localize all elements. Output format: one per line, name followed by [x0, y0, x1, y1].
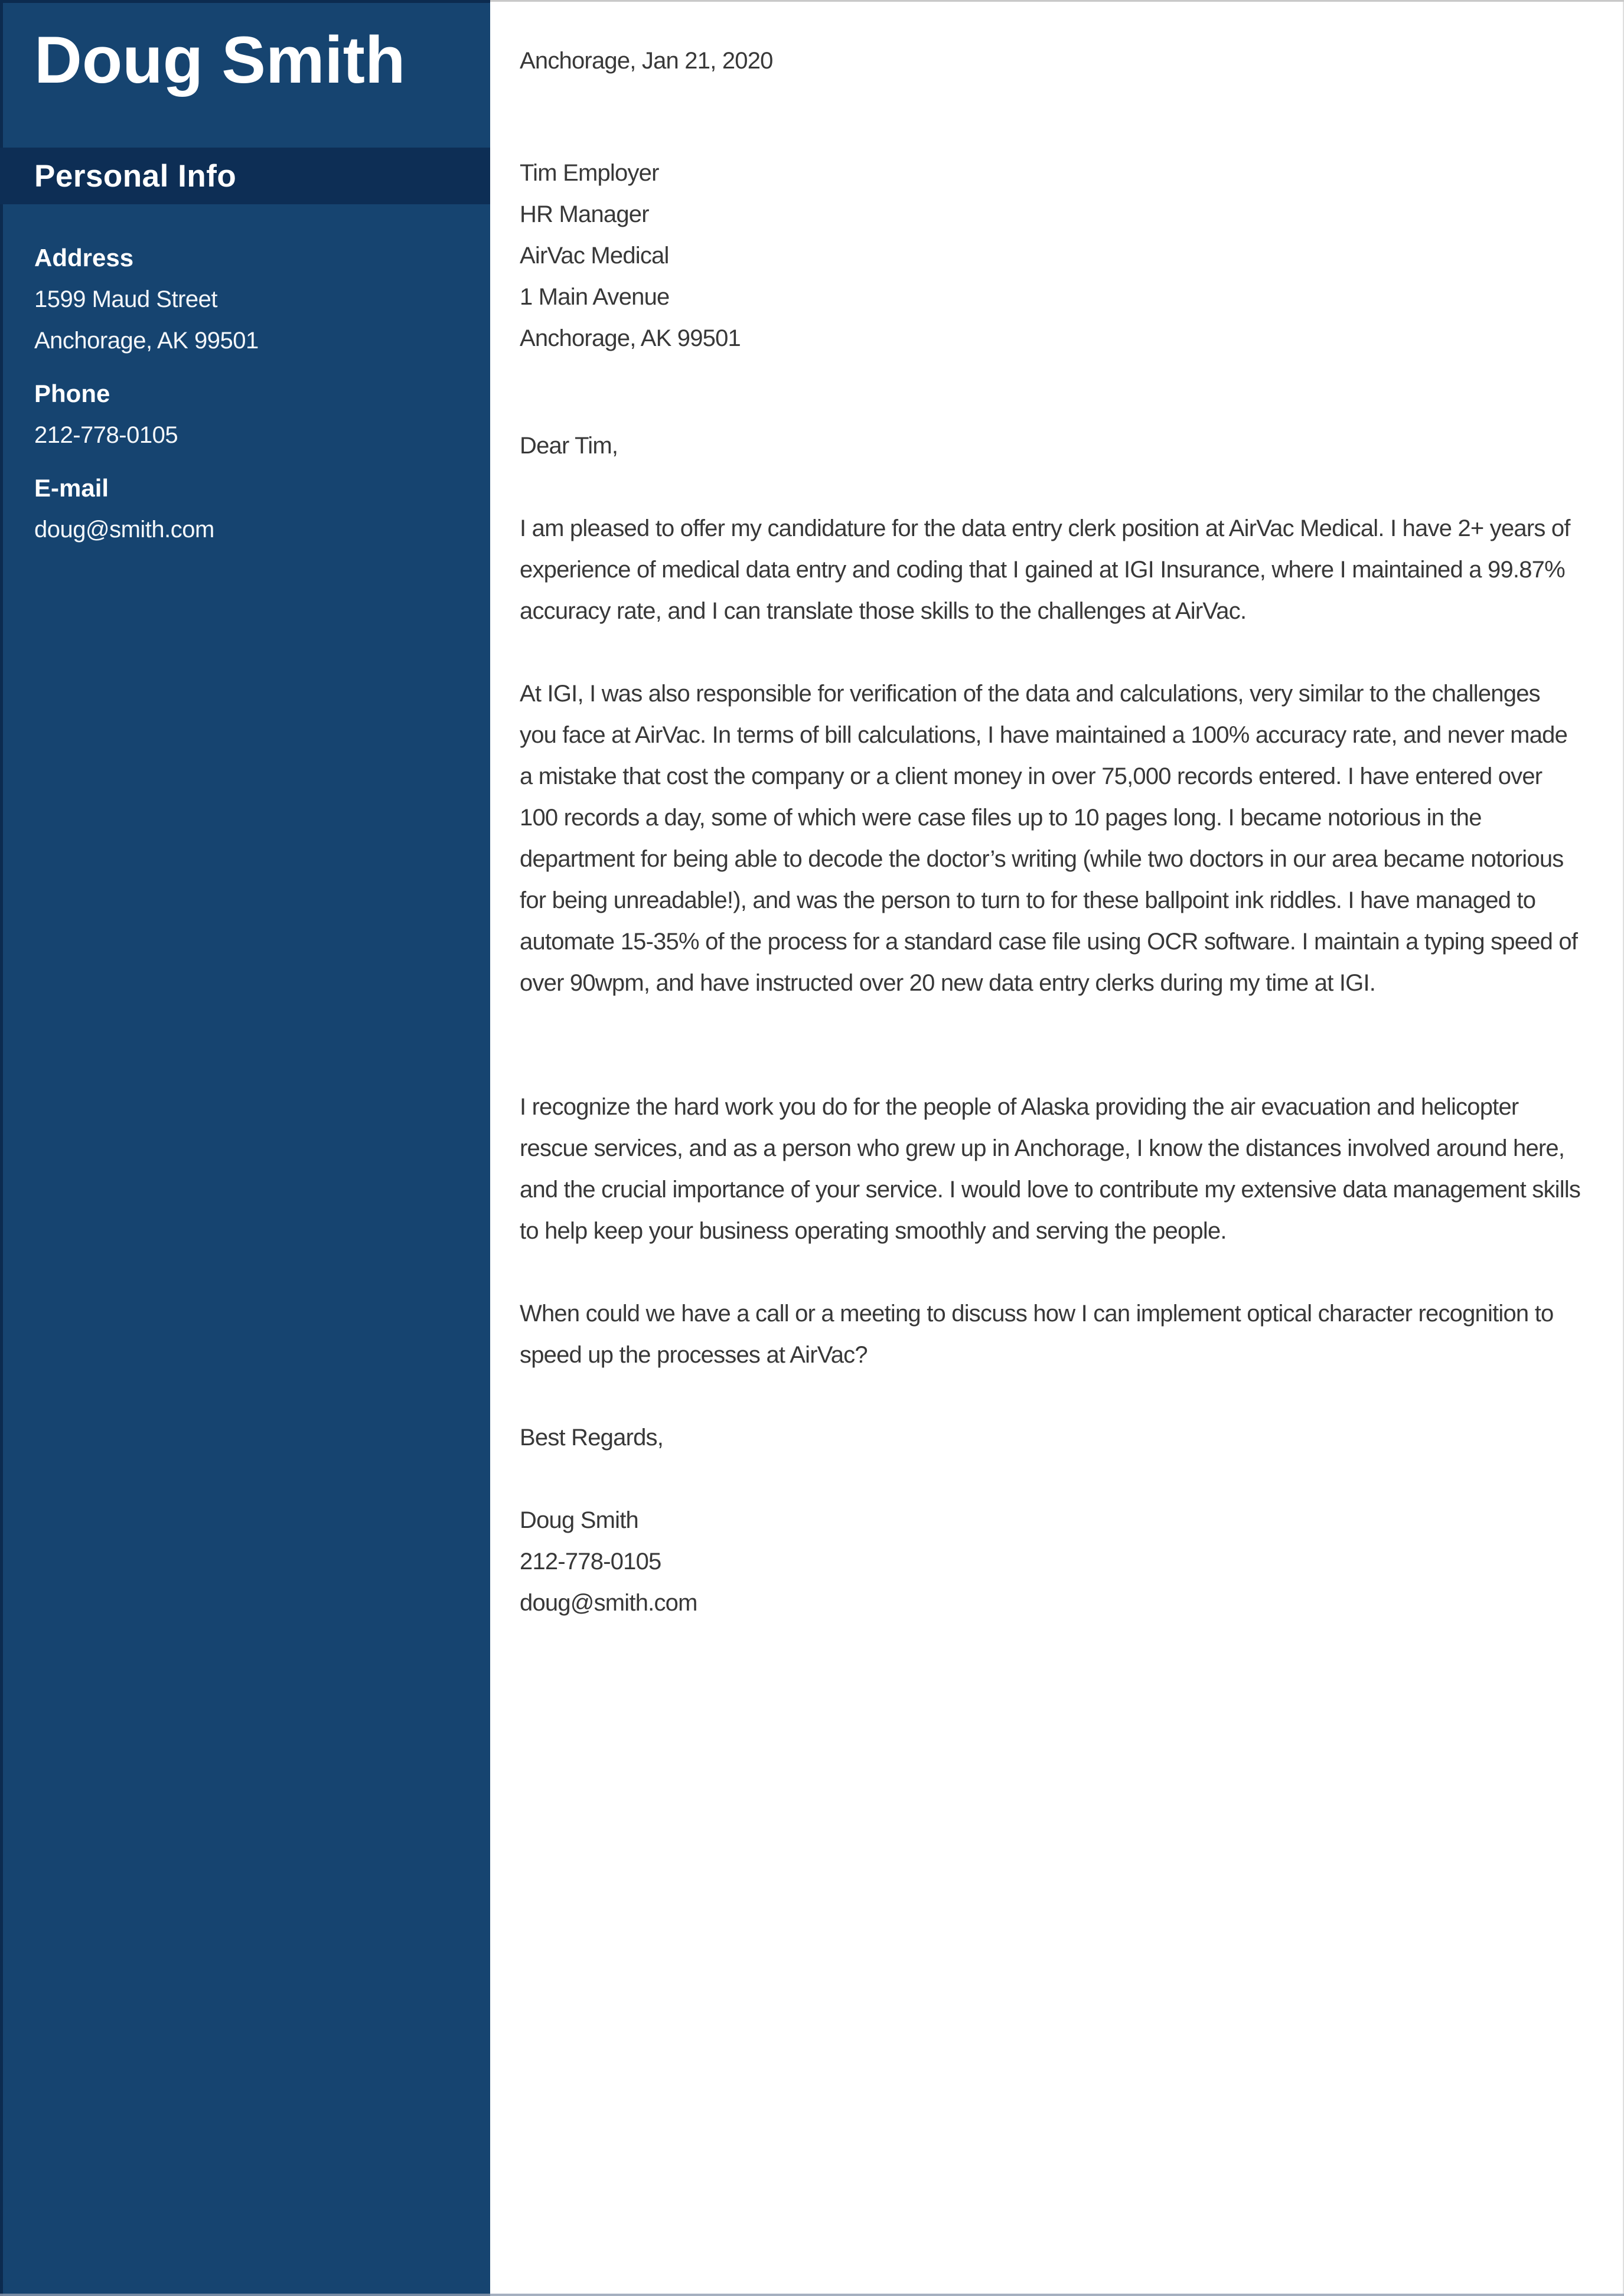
- sidebar: [0, 0, 490, 2296]
- personal-info-title: Personal Info: [34, 158, 237, 194]
- date-line: Anchorage, Jan 21, 2020: [520, 48, 773, 74]
- page-edge-top: [490, 0, 1624, 2]
- recipient-name: Tim Employer: [520, 160, 659, 186]
- signature-phone: 212-778-0105: [520, 1549, 661, 1575]
- paragraph-call-to-action: When could we have a call or a meeting to discuss how I can implement optical character recognition to speed up the processes at AirVac?: [520, 1301, 1554, 1368]
- personal-info-header: [0, 148, 490, 204]
- field-address: [34, 237, 467, 361]
- signature-name: Doug Smith: [520, 1507, 638, 1533]
- recipient-title: HR Manager: [520, 201, 649, 227]
- signature-email: doug@smith.com: [520, 1590, 697, 1616]
- closing: Best Regards,: [520, 1425, 664, 1451]
- field-value-address-line2: Anchorage, AK 99501: [34, 328, 259, 354]
- recipient-city: Anchorage, AK 99501: [520, 325, 741, 351]
- personal-info-fields: [0, 237, 490, 550]
- recipient-company: AirVac Medical: [520, 243, 669, 269]
- paragraph-motivation: I recognize the hard work you do for the people of Alaska providing the air evacuation and helicopter rescue services, and as a person who grew up in Anchorage, I know the distances involved around here, and the crucial importance of your service. I would love to contribute my extensive data management skills to help keep your business operating smoothly and serving the people.: [520, 1094, 1581, 1244]
- field-email: [34, 468, 467, 550]
- field-value-address-line1: 1599 Maud Street: [34, 286, 217, 312]
- letter-body: [490, 0, 1624, 2296]
- field-label-phone: Phone: [34, 380, 110, 407]
- candidate-name: Doug Smith: [34, 23, 406, 97]
- page-edge-bottom: [0, 2294, 1624, 2296]
- signature-block: [520, 1500, 1583, 1624]
- field-phone: [34, 373, 467, 456]
- salutation: Dear Tim,: [520, 433, 618, 459]
- recipient-street: 1 Main Avenue: [520, 284, 670, 310]
- field-label-address: Address: [34, 244, 134, 272]
- field-label-email: E-mail: [34, 474, 109, 502]
- recipient-block: [520, 152, 1583, 359]
- field-value-email: doug@smith.com: [34, 517, 214, 543]
- field-value-phone: 212-778-0105: [34, 422, 178, 448]
- paragraph-intro: I am pleased to offer my candidature for the data entry clerk position at AirVac Medical. I have 2+ years of experience of medical data entry and coding that I gained at IGI Insurance, where I maintained a 99.87% accuracy rate, and I can translate those skills to the challenges at AirVac.: [520, 515, 1570, 624]
- paragraph-experience: At IGI, I was also responsible for verification of the data and calculations, very similar to the challenges you face at AirVac. In terms of bill calculations, I have maintained a 100% accuracy rate, and never made a mistake that cost the company or a client money in over 75,000 records entered. I have entered over 100 records a day, some of which were case files up to 10 pages long. I became notorious in the department for being able to decode the doctor’s writing (while two doctors in our area became notorious for being unreadable!), and was the person to turn to for these ballpoint ink riddles. I have managed to automate 15-35% of the process for a standard case file using OCR software. I maintain a typing speed of over 90wpm, and have instructed over 20 new data entry clerks during my time at IGI.: [520, 681, 1578, 996]
